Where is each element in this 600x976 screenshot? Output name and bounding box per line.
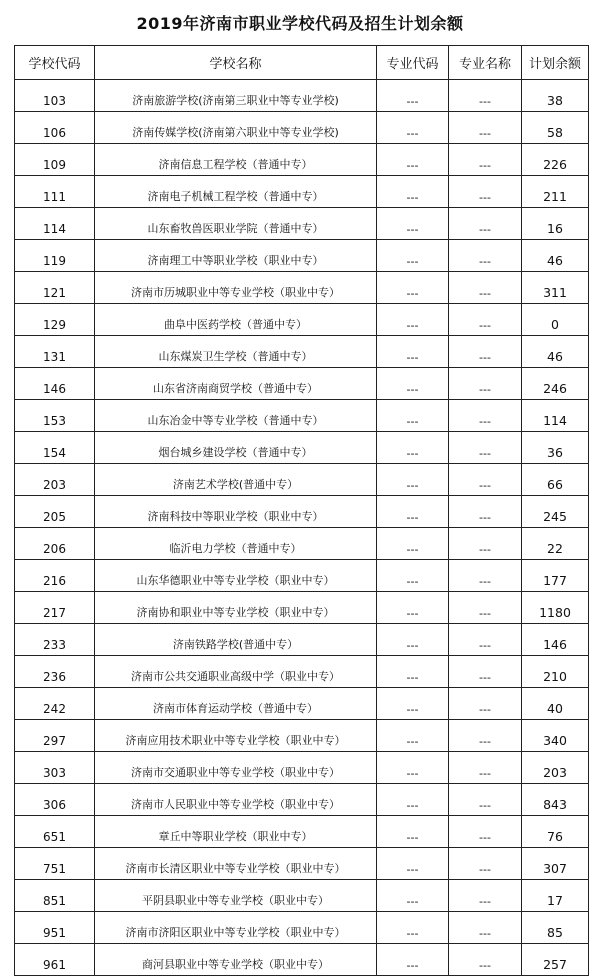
cell-school-name: 山东华德职业中等专业学校（职业中专） [95, 560, 377, 592]
cell-school-code: 109 [15, 144, 95, 176]
cell-remaining-quota: 1180 [522, 592, 589, 624]
cell-major-name: --- [449, 304, 522, 336]
table-row [15, 144, 589, 176]
cell-remaining-quota: 307 [522, 848, 589, 880]
cell-school-code: 111 [15, 176, 95, 208]
table-row [15, 112, 589, 144]
cell-school-name: 济南市历城职业中等专业学校（职业中专） [95, 272, 377, 304]
cell-remaining-quota: 203 [522, 752, 589, 784]
cell-major-code: --- [377, 752, 449, 784]
cell-remaining-quota: 210 [522, 656, 589, 688]
cell-school-name: 济南应用技术职业中等专业学校（职业中专） [95, 720, 377, 752]
cell-remaining-quota: 114 [522, 400, 589, 432]
cell-major-code: --- [377, 720, 449, 752]
table-row [15, 208, 589, 240]
cell-major-code: --- [377, 624, 449, 656]
cell-school-name: 济南电子机械工程学校（普通中专） [95, 176, 377, 208]
cell-remaining-quota: 38 [522, 80, 589, 112]
cell-school-name: 山东冶金中等专业学校（普通中专） [95, 400, 377, 432]
cell-school-name: 曲阜中医药学校（普通中专） [95, 304, 377, 336]
table-row [15, 912, 589, 944]
table-row [15, 816, 589, 848]
cell-school-name: 济南市长清区职业中等专业学校（职业中专） [95, 848, 377, 880]
table-row [15, 656, 589, 688]
cell-school-code: 154 [15, 432, 95, 464]
cell-school-name: 章丘中等职业学校（职业中专） [95, 816, 377, 848]
cell-major-code: --- [377, 336, 449, 368]
cell-major-name: --- [449, 880, 522, 912]
cell-remaining-quota: 146 [522, 624, 589, 656]
cell-remaining-quota: 211 [522, 176, 589, 208]
table-row [15, 464, 589, 496]
table-row [15, 496, 589, 528]
enrollment-table [14, 45, 589, 976]
cell-major-code: --- [377, 528, 449, 560]
cell-school-code: 131 [15, 336, 95, 368]
cell-school-code: 297 [15, 720, 95, 752]
table-body [15, 80, 589, 976]
cell-major-name: --- [449, 944, 522, 976]
cell-remaining-quota: 246 [522, 368, 589, 400]
cell-major-name: --- [449, 400, 522, 432]
cell-school-code: 303 [15, 752, 95, 784]
cell-major-code: --- [377, 656, 449, 688]
cell-major-name: --- [449, 720, 522, 752]
table-row [15, 368, 589, 400]
cell-school-name: 济南市体育运动学校（普通中专） [95, 688, 377, 720]
cell-school-name: 济南旅游学校(济南第三职业中等专业学校) [95, 80, 377, 112]
cell-major-name: --- [449, 528, 522, 560]
cell-remaining-quota: 226 [522, 144, 589, 176]
cell-school-name: 济南市人民职业中等专业学校（职业中专） [95, 784, 377, 816]
cell-school-code: 217 [15, 592, 95, 624]
cell-major-name: --- [449, 176, 522, 208]
cell-major-code: --- [377, 816, 449, 848]
cell-major-code: --- [377, 432, 449, 464]
page-title: 2019年济南市职业学校代码及招生计划余额 [136, 14, 464, 33]
cell-remaining-quota: 66 [522, 464, 589, 496]
header-remaining-quota: 计划余额 [522, 46, 589, 80]
cell-school-code: 119 [15, 240, 95, 272]
cell-school-name: 临沂电力学校（普通中专） [95, 528, 377, 560]
cell-school-code: 233 [15, 624, 95, 656]
cell-major-name: --- [449, 848, 522, 880]
cell-remaining-quota: 257 [522, 944, 589, 976]
cell-school-code: 121 [15, 272, 95, 304]
cell-remaining-quota: 245 [522, 496, 589, 528]
table-row [15, 752, 589, 784]
cell-school-name: 济南市公共交通职业高级中学（职业中专） [95, 656, 377, 688]
cell-remaining-quota: 76 [522, 816, 589, 848]
cell-remaining-quota: 36 [522, 432, 589, 464]
cell-major-name: --- [449, 656, 522, 688]
cell-school-name: 济南理工中等职业学校（职业中专） [95, 240, 377, 272]
cell-school-name: 济南艺术学校(普通中专） [95, 464, 377, 496]
cell-school-code: 129 [15, 304, 95, 336]
cell-school-code: 205 [15, 496, 95, 528]
cell-school-name: 商河县职业中等专业学校（职业中专） [95, 944, 377, 976]
cell-major-name: --- [449, 912, 522, 944]
cell-remaining-quota: 17 [522, 880, 589, 912]
table-row [15, 560, 589, 592]
cell-remaining-quota: 177 [522, 560, 589, 592]
cell-major-name: --- [449, 560, 522, 592]
table-row [15, 592, 589, 624]
header-school-name: 学校名称 [95, 46, 377, 80]
cell-school-code: 216 [15, 560, 95, 592]
table-row [15, 240, 589, 272]
cell-school-name: 山东省济南商贸学校（普通中专） [95, 368, 377, 400]
table-row [15, 624, 589, 656]
cell-major-name: --- [449, 464, 522, 496]
cell-school-code: 961 [15, 944, 95, 976]
cell-school-code: 651 [15, 816, 95, 848]
cell-remaining-quota: 46 [522, 240, 589, 272]
cell-school-code: 242 [15, 688, 95, 720]
cell-school-name: 济南协和职业中等专业学校（职业中专） [95, 592, 377, 624]
cell-remaining-quota: 16 [522, 208, 589, 240]
table-row [15, 528, 589, 560]
cell-school-code: 114 [15, 208, 95, 240]
cell-school-code: 951 [15, 912, 95, 944]
header-major-name: 专业名称 [449, 46, 522, 80]
cell-major-code: --- [377, 912, 449, 944]
cell-major-code: --- [377, 112, 449, 144]
cell-school-code: 106 [15, 112, 95, 144]
cell-major-name: --- [449, 752, 522, 784]
cell-school-code: 236 [15, 656, 95, 688]
cell-major-code: --- [377, 880, 449, 912]
cell-major-name: --- [449, 272, 522, 304]
cell-major-code: --- [377, 464, 449, 496]
table-row [15, 176, 589, 208]
cell-major-name: --- [449, 336, 522, 368]
cell-remaining-quota: 46 [522, 336, 589, 368]
table-row [15, 848, 589, 880]
header-major-code: 专业代码 [377, 46, 449, 80]
cell-school-code: 751 [15, 848, 95, 880]
cell-school-name: 济南市济阳区职业中等专业学校（职业中专） [95, 912, 377, 944]
table-header-row [15, 46, 589, 80]
cell-major-code: --- [377, 944, 449, 976]
cell-major-code: --- [377, 240, 449, 272]
cell-major-code: --- [377, 144, 449, 176]
cell-major-name: --- [449, 80, 522, 112]
cell-major-code: --- [377, 400, 449, 432]
table-row [15, 304, 589, 336]
table-row [15, 944, 589, 976]
table-row [15, 272, 589, 304]
cell-major-code: --- [377, 496, 449, 528]
table-row [15, 784, 589, 816]
cell-major-code: --- [377, 176, 449, 208]
table-row [15, 400, 589, 432]
cell-major-name: --- [449, 688, 522, 720]
cell-major-name: --- [449, 112, 522, 144]
cell-school-name: 济南市交通职业中等专业学校（职业中专） [95, 752, 377, 784]
cell-major-name: --- [449, 208, 522, 240]
cell-school-code: 306 [15, 784, 95, 816]
cell-major-name: --- [449, 816, 522, 848]
cell-school-name: 济南传媒学校(济南第六职业中等专业学校) [95, 112, 377, 144]
cell-major-code: --- [377, 304, 449, 336]
cell-remaining-quota: 58 [522, 112, 589, 144]
cell-remaining-quota: 843 [522, 784, 589, 816]
cell-major-code: --- [377, 80, 449, 112]
cell-major-name: --- [449, 496, 522, 528]
cell-school-name: 济南信息工程学校（普通中专） [95, 144, 377, 176]
table-row [15, 720, 589, 752]
cell-school-name: 山东畜牧兽医职业学院（普通中专） [95, 208, 377, 240]
cell-remaining-quota: 0 [522, 304, 589, 336]
cell-major-code: --- [377, 592, 449, 624]
header-school-code: 学校代码 [15, 46, 95, 80]
cell-major-code: --- [377, 272, 449, 304]
cell-major-name: --- [449, 240, 522, 272]
cell-school-code: 103 [15, 80, 95, 112]
cell-school-code: 203 [15, 464, 95, 496]
cell-major-name: --- [449, 432, 522, 464]
table-row [15, 336, 589, 368]
cell-school-name: 济南科技中等职业学校（职业中专） [95, 496, 377, 528]
cell-major-code: --- [377, 784, 449, 816]
cell-school-code: 146 [15, 368, 95, 400]
cell-school-code: 153 [15, 400, 95, 432]
cell-school-name: 烟台城乡建设学校（普通中专） [95, 432, 377, 464]
cell-major-name: --- [449, 784, 522, 816]
cell-major-name: --- [449, 592, 522, 624]
table-row [15, 880, 589, 912]
table-row [15, 432, 589, 464]
cell-school-name: 山东煤炭卫生学校（普通中专） [95, 336, 377, 368]
cell-major-name: --- [449, 624, 522, 656]
cell-major-code: --- [377, 208, 449, 240]
cell-major-code: --- [377, 368, 449, 400]
cell-school-code: 851 [15, 880, 95, 912]
cell-major-code: --- [377, 688, 449, 720]
cell-major-code: --- [377, 560, 449, 592]
table-row [15, 688, 589, 720]
cell-school-name: 济南铁路学校(普通中专） [95, 624, 377, 656]
cell-remaining-quota: 85 [522, 912, 589, 944]
cell-remaining-quota: 311 [522, 272, 589, 304]
cell-school-code: 206 [15, 528, 95, 560]
cell-major-name: --- [449, 144, 522, 176]
cell-remaining-quota: 22 [522, 528, 589, 560]
cell-major-name: --- [449, 368, 522, 400]
cell-major-code: --- [377, 848, 449, 880]
cell-remaining-quota: 40 [522, 688, 589, 720]
cell-remaining-quota: 340 [522, 720, 589, 752]
cell-school-name: 平阴县职业中等专业学校（职业中专） [95, 880, 377, 912]
table-row [15, 80, 589, 112]
